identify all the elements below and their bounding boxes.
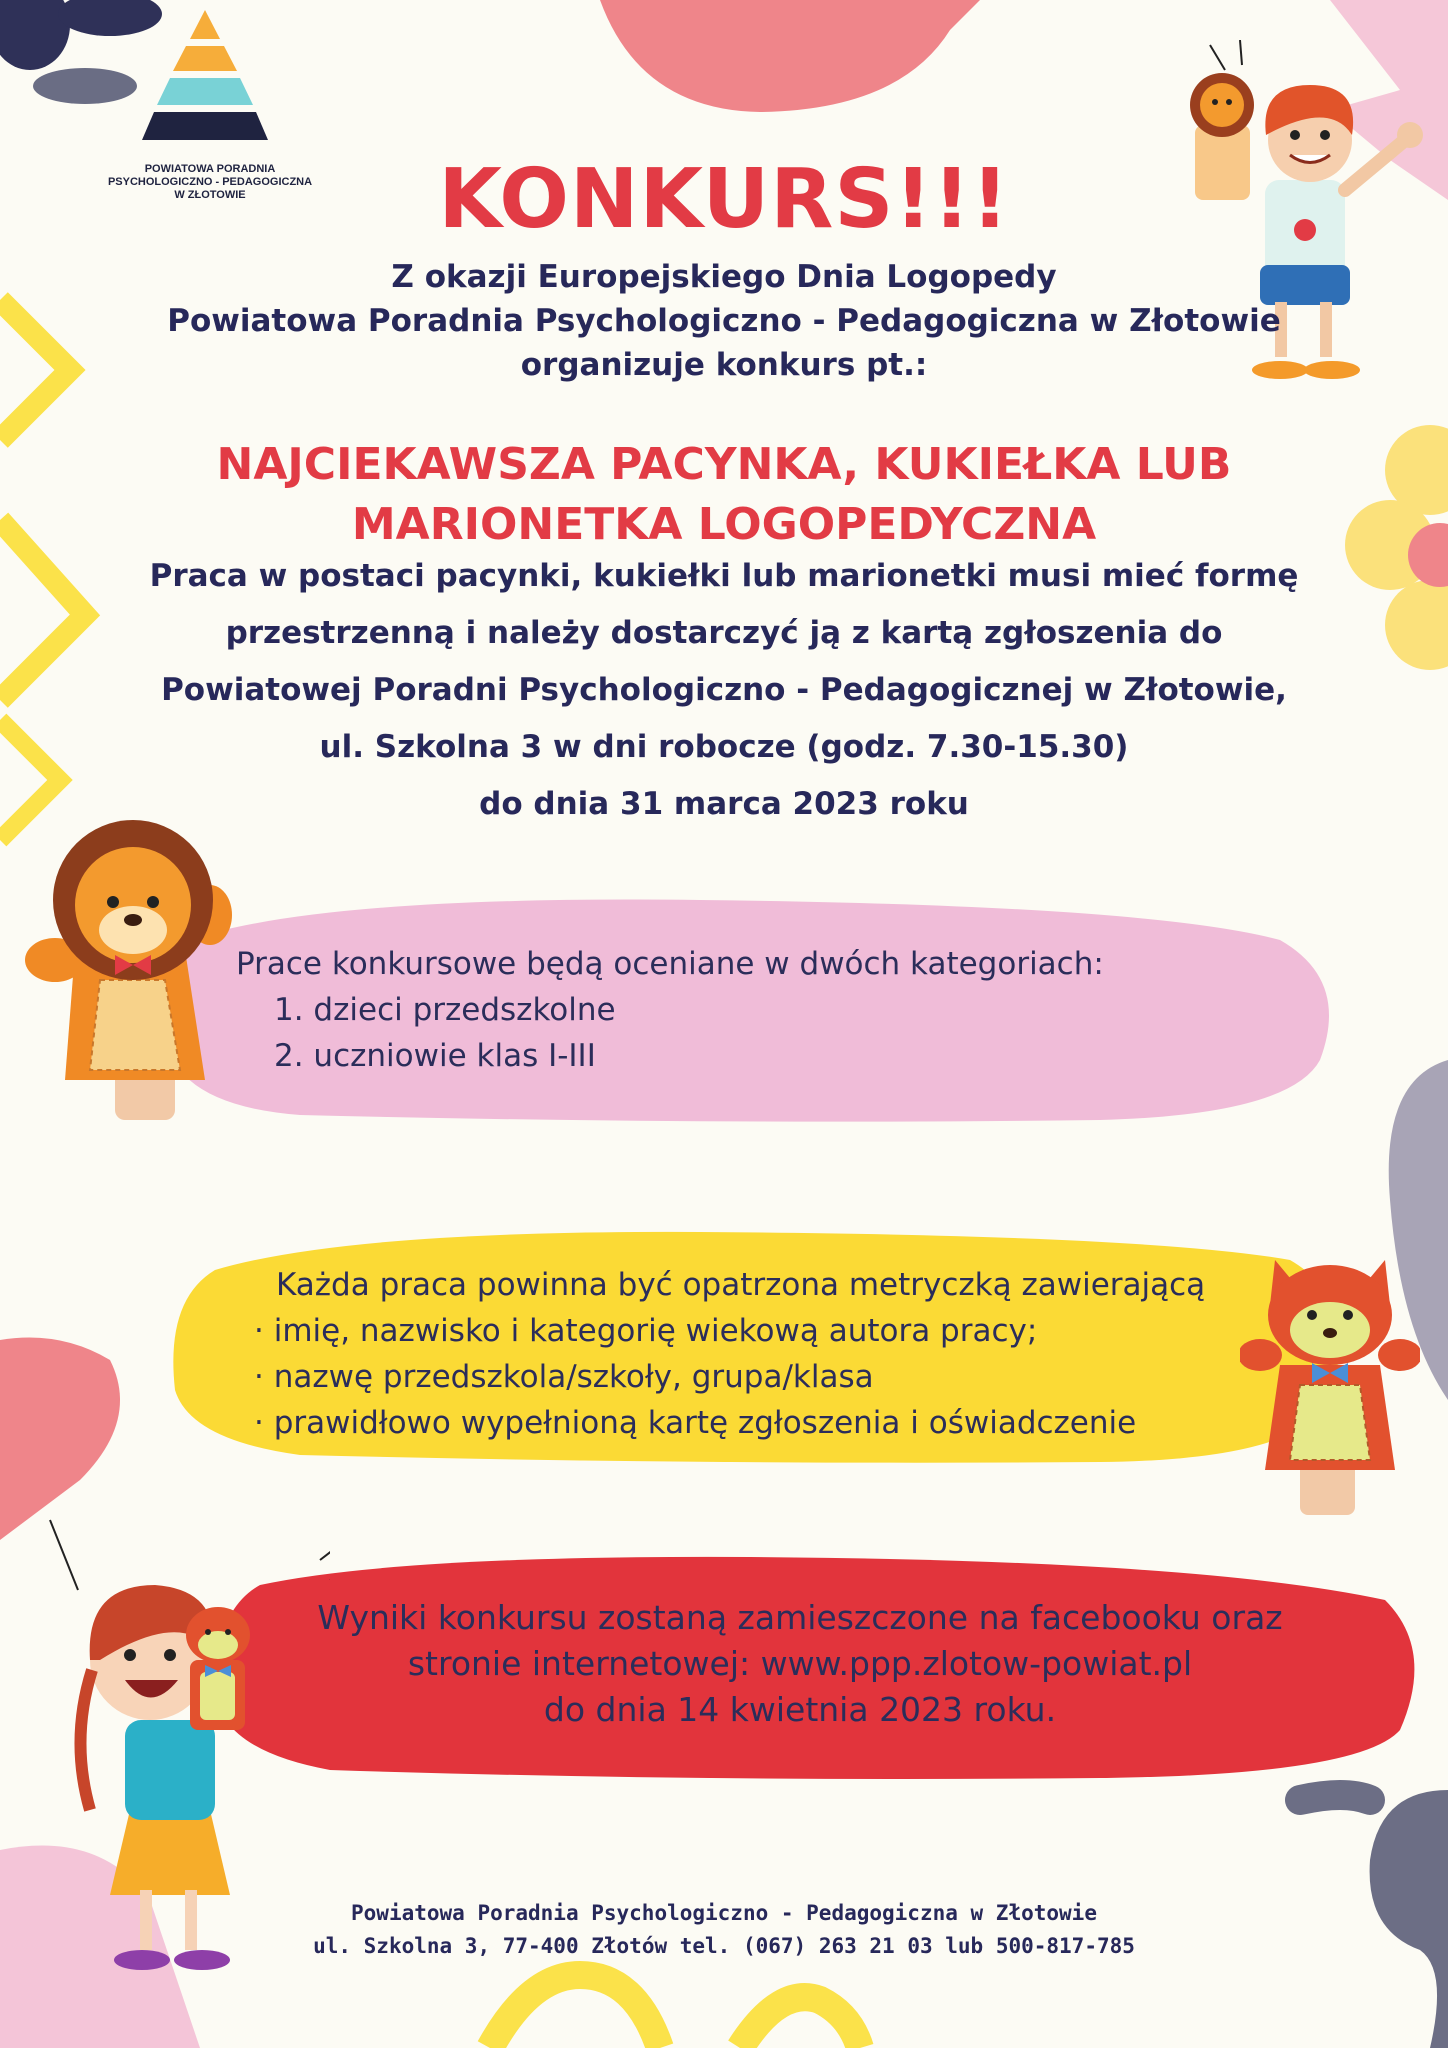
metric-item: · nazwę przedszkola/szkoły, grupa/klasa (254, 1359, 874, 1395)
intro-line: Z okazji Europejskiego Dnia Logopedy (391, 259, 1057, 295)
results-line: stronie internetowej: www.ppp.zlotow-powiat.pl (407, 1644, 1193, 1683)
pyramid-logo-icon (120, 5, 290, 145)
logo-caption-line: W ZŁOTOWIE (174, 189, 246, 201)
lion-hand-puppet-icon (15, 810, 245, 1120)
results-box (300, 1595, 1300, 1733)
metric-box (256, 1262, 1205, 1446)
contest-details (0, 548, 1448, 833)
intro-line: Powiatowa Poradnia Psychologiczno - Pedagogiczna w Złotowie (167, 303, 1281, 339)
details-line: Powiatowej Poradni Psychologiczno - Pedagogicznej w Złotowie, (161, 672, 1287, 708)
categories-heading: Prace konkursowe będą oceniane w dwóch kategoriach: (236, 946, 1104, 982)
footer-address (0, 1897, 1448, 1963)
yellow-bottom-arc (490, 1975, 660, 2048)
details-line: Praca w postaci pacynki, kukiełki lub marionetki musi mieć formę (149, 558, 1299, 594)
metric-item: · prawidłowo wypełnioną kartę zgłoszenia i oświadczenie (254, 1405, 1137, 1441)
pink-top-blob (600, 0, 980, 112)
page-title: KONKURS!!! (438, 152, 1010, 247)
results-line: do dnia 14 kwietnia 2023 roku. (543, 1690, 1057, 1729)
intro-line: organizuje konkurs pt.: (520, 347, 928, 383)
metric-item: · imię, nazwisko i kategorię wiekową autora pracy; (254, 1313, 1038, 1349)
contest-name-line: NAJCIEKAWSZA PACYNKA, KUKIEŁKA LUB (216, 439, 1232, 490)
fox-hand-puppet-icon (1240, 1245, 1420, 1515)
category-item: 1. dzieci przedszkolne (274, 992, 616, 1028)
logo-caption-line: PSYCHOLOGICZNO - PEDAGOGICZNA (107, 176, 313, 188)
details-line: do dnia 31 marca 2023 roku (479, 786, 969, 822)
logo-caption-line: POWIATOWA PORADNIA (144, 163, 276, 175)
contest-name-line: MARIONETKA LOGOPEDYCZNA (351, 499, 1097, 550)
category-item: 2. uczniowie klas I-III (274, 1038, 596, 1074)
categories-box (236, 941, 1104, 1079)
intro-text (0, 255, 1448, 387)
contest-name (0, 435, 1448, 555)
footer-line: Powiatowa Poradnia Psychologiczno - Pedagogiczna w Złotowie (351, 1901, 1097, 1925)
results-line: Wyniki konkursu zostaną zamieszczone na facebooku oraz (317, 1598, 1283, 1637)
details-line: przestrzenną i należy dostarczyć ją z kartą zgłoszenia do (225, 615, 1223, 651)
metric-heading: Każda praca powinna być opatrzona metryczką zawierającą (276, 1267, 1206, 1303)
details-line: ul. Szkolna 3 w dni robocze (godz. 7.30-15.30) (319, 729, 1129, 765)
yellow-bottom-arc (740, 1997, 860, 2048)
footer-line: ul. Szkolna 3, 77-400 Złotów tel. (067) 263 21 03 lub 500-817-785 (313, 1934, 1135, 1958)
